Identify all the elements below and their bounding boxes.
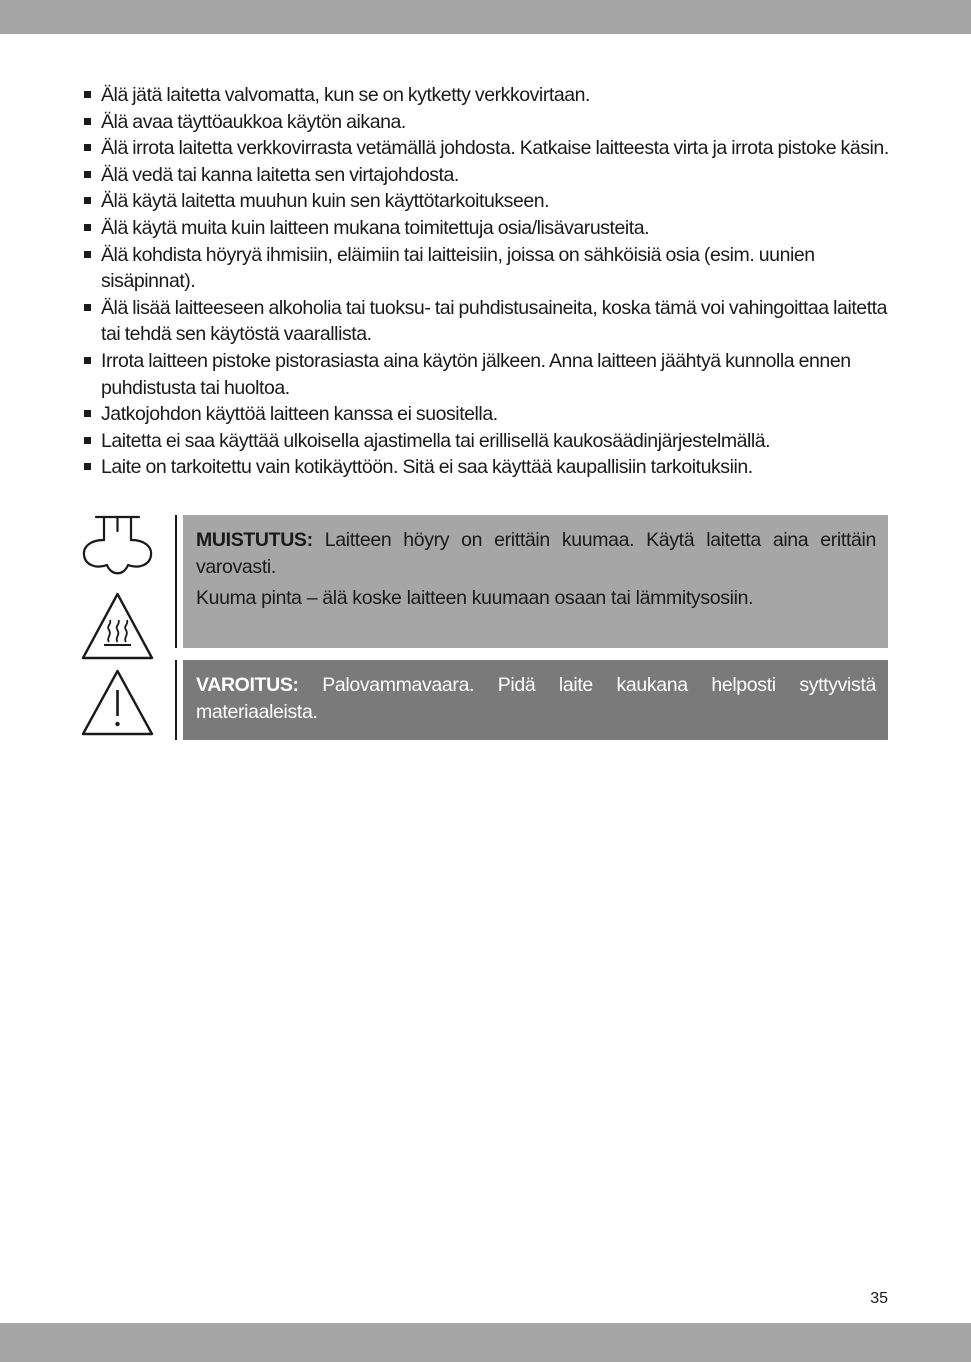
bullet-icon <box>84 357 91 364</box>
list-item <box>84 188 890 215</box>
warning-paragraph <box>196 672 876 726</box>
warning-title: VAROITUS: <box>196 674 299 696</box>
reminder-divider <box>175 515 177 648</box>
list-item <box>84 242 890 295</box>
bullet-icon <box>84 463 91 470</box>
bullet-icon <box>84 304 91 311</box>
list-item <box>84 135 890 162</box>
bullet-text: Älä jätä laitetta valvomatta, kun se on kytketty verkkovirtaan. <box>101 84 590 106</box>
safety-bullet-list <box>84 82 890 481</box>
bullet-text: Älä irrota laitetta verkkovirrasta vetämällä johdosta. Katkaise laitteesta virta ja irrota pistoke käsin. <box>101 137 889 160</box>
bullet-icon <box>84 251 91 258</box>
list-item <box>84 428 890 455</box>
notice-icon-column <box>80 514 155 738</box>
bullet-text: Irrota laitteen pistoke pistorasiasta aina käytön jälkeen. Anna laitteen jäähtyä kunnolla ennen puhdistusta tai huoltoa. <box>101 349 851 399</box>
list-item <box>84 215 890 242</box>
bullet-text: Älä käytä muita kuin laitteen mukana toimitettuja osia/lisävarusteita. <box>101 216 650 239</box>
bullet-icon <box>84 144 91 151</box>
hot-surface-icon <box>80 590 155 662</box>
warning-divider <box>175 660 177 740</box>
list-item <box>84 82 890 109</box>
header-bar <box>0 0 971 34</box>
bullet-icon <box>84 171 91 178</box>
bullet-icon <box>84 197 91 204</box>
bullet-text: Älä avaa täyttöaukkoa käytön aikana. <box>101 110 406 133</box>
bullet-icon <box>84 91 91 98</box>
warning-box <box>183 660 888 740</box>
list-item <box>84 109 890 136</box>
list-item <box>84 162 890 189</box>
list-item <box>84 401 890 428</box>
bullet-icon <box>84 437 91 444</box>
list-item <box>84 454 890 481</box>
warning-text: Palovammavaara. Pidä laite kaukana helposti syttyvistä materiaaleista. <box>196 674 876 723</box>
bullet-icon <box>84 224 91 231</box>
reminder-paragraph <box>196 527 876 581</box>
footer-bar <box>0 1323 971 1362</box>
list-item <box>84 295 890 348</box>
reminder-box <box>183 515 888 648</box>
steam-icon <box>80 514 155 584</box>
reminder-title: MUISTUTUS: <box>196 529 313 551</box>
bullet-text: Älä vedä tai kanna laitetta sen virtajohdosta. <box>101 163 459 186</box>
reminder-text: Laitteen höyry on erittäin kuumaa. Käytä laitetta aina erittäin varovasti. <box>196 529 876 578</box>
bullet-icon <box>84 118 91 125</box>
bullet-icon <box>84 410 91 417</box>
bullet-text: Älä kohdista höyryä ihmisiin, eläimiin tai laitteisiin, joissa on sähköisiä osia (esim. uunien sisäpinnat). <box>101 243 815 293</box>
page-number: 35 <box>870 1290 888 1307</box>
bullet-text: Älä käytä laitetta muuhun kuin sen käyttötarkoitukseen. <box>101 190 550 213</box>
list-item <box>84 348 890 401</box>
warning-icon <box>80 668 155 738</box>
bullet-text: Älä lisää laitteeseen alkoholia tai tuoksu- tai puhdistusaineita, koska tämä voi vahingoittaa laitetta tai tehdä sen käytöstä vaarallista. <box>101 296 888 346</box>
bullet-text: Jatkojohdon käyttöä laitteen kanssa ei suositella. <box>101 403 498 426</box>
reminder-hot-surface-text: Kuuma pinta – älä koske laitteen kuumaan osaan tai lämmitysosiin. <box>196 587 754 609</box>
bullet-text: Laitetta ei saa käyttää ulkoisella ajastimella tai erillisellä kaukosäädinjärjestelmällä. <box>101 429 771 452</box>
bullet-text: Laite on tarkoitettu vain kotikäyttöön. Sitä ei saa käyttää kaupallisiin tarkoituksiin. <box>101 456 753 479</box>
